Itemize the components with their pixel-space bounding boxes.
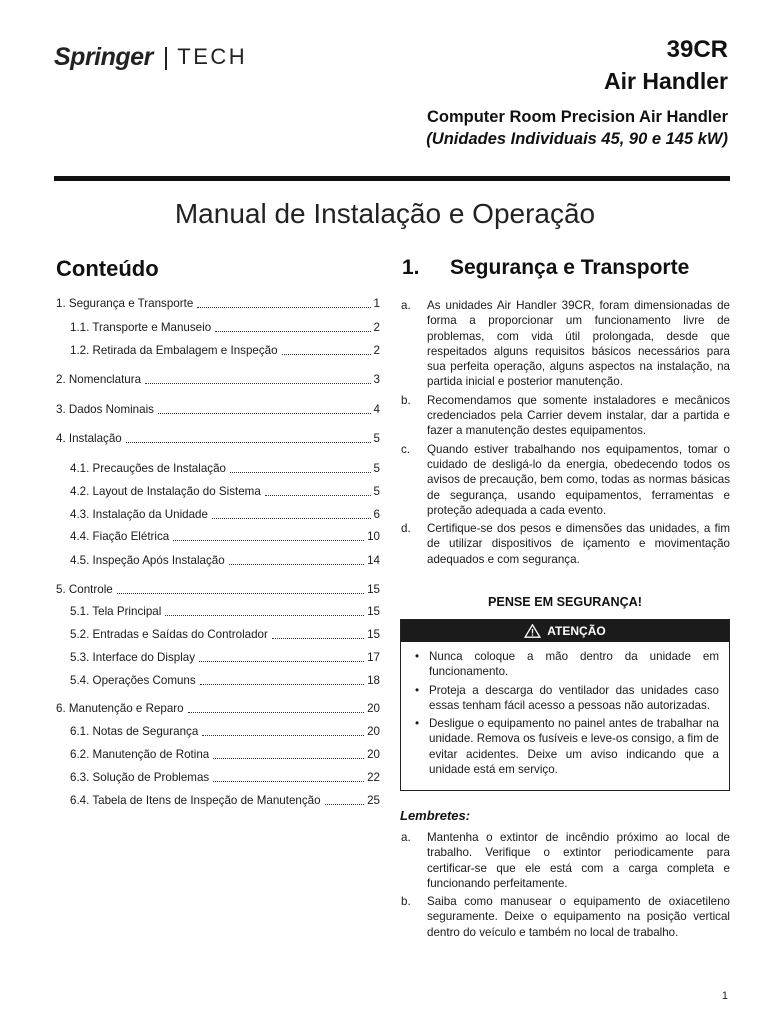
toc-entry[interactable]	[56, 296, 380, 312]
list-item	[400, 521, 730, 567]
toc-entry[interactable]	[70, 343, 380, 359]
reminders-title: Lembretes:	[400, 808, 471, 823]
toc-dot-leader	[213, 781, 364, 782]
warning-bullet-text: Nunca coloque a mão dentro da unidade em funcionamento.	[429, 650, 719, 679]
list-item	[400, 894, 730, 940]
list-item	[400, 298, 730, 390]
toc-entry-page: 5	[373, 432, 380, 445]
toc-entry[interactable]	[70, 747, 380, 763]
toc-dot-leader	[158, 413, 371, 414]
warning-bullet	[411, 716, 719, 777]
toc-entry-label: 5.1. Tela Principal	[70, 605, 162, 618]
toc-entry[interactable]	[70, 724, 380, 740]
warning-bullet	[411, 649, 719, 680]
toc-dot-leader	[325, 804, 365, 805]
toc-entry-page: 22	[367, 771, 380, 784]
product-capacity: (Unidades Individuais 45, 90 e 145 kW)	[426, 130, 728, 148]
bullet-icon: •	[415, 650, 420, 663]
toc-entry-label: 4.1. Precauções de Instalação	[70, 462, 226, 475]
toc-entry-label: 1.2. Retirada da Embalagem e Inspeção	[70, 344, 278, 357]
list-item-text: Saiba como manusear o equipamento de oxiacetileno seguramente. Deixe o equipamento na posição vertical dentro do veículo e também no local de trabalho.	[427, 895, 730, 939]
toc-entry-page: 10	[367, 530, 380, 543]
toc-dot-leader	[197, 307, 370, 308]
warning-bullet-text: Desligue o equipamento no painel antes de trabalhar na unidade. Remova os fusíveis e leve-os consigo, a fim de evitar acidentes. Deixe um aviso indicando que a unidade está em serviço.	[429, 717, 719, 777]
list-item-text: Certifique-se dos pesos e dimensões das unidades, a fim de utilizar dispositivos de içamento e movimentação adequados e com segurança.	[427, 522, 730, 566]
toc-dot-leader	[213, 758, 364, 759]
section-items	[400, 298, 730, 570]
toc-entry-label: 5.3. Interface do Display	[70, 651, 196, 664]
warning-title: ATENÇÃO	[547, 624, 606, 638]
toc-entry-page: 2	[373, 321, 380, 334]
list-item-text: Quando estiver trabalhando nos equipamentos, tomar o cuidado de desligá-lo da energia, obedecendo todos os avisos de precaução, bem como, todas as normas básicas de segurança, usando equipamentos, ferramentas e proteção adequada a cada evento.	[427, 442, 730, 517]
toc-entry-page: 18	[367, 674, 380, 687]
toc-dot-leader	[202, 735, 364, 736]
toc-entry-page: 5	[373, 485, 380, 498]
logo-brand-text: Springer	[54, 42, 153, 71]
toc-entry-label: 6.2. Manutenção de Rotina	[70, 748, 210, 761]
list-item-marker: a.	[401, 299, 411, 312]
model-code: 39CR	[666, 36, 728, 63]
document-title: Manual de Instalação e Operação	[174, 198, 596, 229]
toc-entry[interactable]	[70, 627, 380, 643]
toc-entry[interactable]	[56, 701, 380, 717]
brand-logo	[54, 40, 247, 74]
toc-entry-page: 3	[373, 373, 380, 386]
toc-entry[interactable]	[70, 770, 380, 786]
toc-dot-leader	[199, 661, 364, 662]
toc-entry[interactable]	[70, 507, 380, 523]
toc-entry-page: 20	[367, 702, 380, 715]
toc-entry-page: 1	[373, 297, 380, 310]
logo-separator: |	[162, 42, 170, 71]
toc-entry-page: 14	[367, 554, 380, 567]
toc-entry[interactable]	[56, 402, 380, 418]
toc-entry-label: 2. Nomenclatura	[56, 373, 142, 386]
list-item-text: Recomendamos que somente instaladores e mecânicos credenciados pela Carrier devem instalar, dar a partida e fazer a manutenção destes equipamentos.	[427, 393, 730, 438]
list-item	[400, 830, 730, 891]
toc-entry-label: 4.2. Layout de Instalação do Sistema	[70, 485, 261, 498]
product-subtitle: Computer Room Precision Air Handler	[426, 108, 728, 126]
toc-entry-page: 4	[373, 403, 380, 416]
toc-entry-page: 2	[373, 344, 380, 357]
list-item	[400, 442, 730, 518]
toc-entry-page: 15	[367, 628, 380, 641]
toc-dot-leader	[282, 354, 371, 355]
warning-bullet	[411, 683, 719, 714]
toc-entry[interactable]	[70, 604, 380, 620]
toc-dot-leader	[165, 615, 364, 616]
toc-entry[interactable]	[70, 673, 380, 689]
toc-dot-leader	[229, 564, 364, 565]
toc-dot-leader	[265, 495, 371, 496]
toc-entry-page: 5	[373, 462, 380, 475]
list-item-text: Mantenha o extintor de incêndio próximo ao local de trabalho. Verifique o extintor periodicamente para certificar-se que ele está com a carga completa e funcionando perfeitamente.	[427, 831, 730, 890]
bullet-icon: •	[415, 717, 420, 731]
reminders-list	[400, 830, 730, 943]
product-name: Air Handler	[604, 68, 728, 94]
toc-dot-leader	[126, 442, 371, 443]
toc-dot-leader	[145, 383, 370, 384]
warning-bullet-text: Proteja a descarga do ventilador das unidades caso essas tenham fácil acesso a pessoas não autorizadas.	[429, 683, 719, 712]
warning-triangle-icon	[524, 624, 541, 638]
toc-entry[interactable]	[56, 431, 380, 447]
list-item-text: As unidades Air Handler 39CR, foram dimensionadas de forma a proporcionar um funcionamento livre de problemas, com vida útil prolongada, desde que respeitados alguns requisitos básicos necessários para sua perfeita operação, alguns aspectos na instalação, na partida inicial e posterior manutenção.	[427, 299, 730, 389]
list-item-marker: c.	[401, 442, 411, 456]
toc-entry-page: 25	[367, 794, 380, 807]
toc-entry-label: 5. Controle	[56, 583, 113, 596]
toc-entry-label: 6.3. Solução de Problemas	[70, 771, 210, 784]
toc-entry-label: 5.4. Operações Comuns	[70, 674, 196, 687]
toc-entry-page: 15	[367, 605, 380, 618]
toc-dot-leader	[200, 684, 364, 685]
list-item-marker: b.	[401, 393, 411, 407]
toc-dot-leader	[272, 638, 364, 639]
warning-header	[401, 620, 729, 642]
toc-entry[interactable]	[70, 529, 380, 545]
warning-box	[400, 619, 730, 791]
section-heading	[402, 256, 689, 280]
toc-entry-page: 17	[367, 651, 380, 664]
toc-entry-label: 4.5. Inspeção Após Instalação	[70, 554, 225, 567]
toc-dot-leader	[117, 593, 364, 594]
toc-entry-label: 3. Dados Nominais	[56, 403, 154, 416]
toc-entry-label: 4.4. Fiação Elétrica	[70, 530, 170, 543]
toc-entry-label: 6.1. Notas de Segurança	[70, 725, 199, 738]
toc-entry[interactable]	[56, 372, 380, 388]
toc-dot-leader	[212, 518, 371, 519]
toc-entry[interactable]	[70, 461, 380, 477]
header-rule	[54, 176, 730, 181]
section-title: Segurança e Transporte	[450, 256, 690, 279]
logo-suffix-text: TECH	[177, 44, 248, 69]
toc-entry-label: 4.3. Instalação da Unidade	[70, 508, 208, 521]
toc-entry[interactable]	[70, 793, 380, 809]
toc-entry-label: 4. Instalação	[56, 432, 122, 445]
toc-entry-label: 1. Segurança e Transporte	[56, 297, 194, 310]
safety-slogan: PENSE EM SEGURANÇA!	[488, 595, 642, 609]
bullet-icon: •	[415, 683, 420, 697]
warning-list	[401, 642, 729, 777]
section-number: 1.	[402, 256, 420, 279]
toc-entry[interactable]	[70, 650, 380, 666]
toc-entry[interactable]	[70, 320, 380, 336]
toc-dot-leader	[230, 472, 371, 473]
toc-entry[interactable]	[70, 553, 380, 569]
toc-entry-page: 6	[373, 508, 380, 521]
list-item	[400, 393, 730, 439]
toc-dot-leader	[215, 331, 370, 332]
toc-entry[interactable]	[70, 484, 380, 500]
page-number: 1	[721, 990, 728, 1002]
toc-entry-page: 20	[367, 748, 380, 761]
toc-entry-label: 6. Manutenção e Reparo	[56, 702, 184, 715]
toc-entry-label: 6.4. Tabela de Itens de Inspeção de Manutenção	[70, 794, 321, 807]
toc-dot-leader	[173, 540, 364, 541]
list-item-marker: d.	[401, 522, 411, 536]
toc-entry-label: 1.1. Transporte e Manuseio	[70, 321, 212, 334]
list-item-marker: a.	[401, 831, 411, 844]
list-item-marker: b.	[401, 895, 411, 909]
toc-entry-page: 15	[367, 583, 380, 596]
toc-dot-leader	[188, 712, 364, 713]
toc-entry-page: 20	[367, 725, 380, 738]
toc-entry-label: 5.2. Entradas e Saídas do Controlador	[70, 628, 268, 641]
toc-entry[interactable]	[56, 582, 380, 598]
toc-heading: Conteúdo	[56, 256, 159, 281]
